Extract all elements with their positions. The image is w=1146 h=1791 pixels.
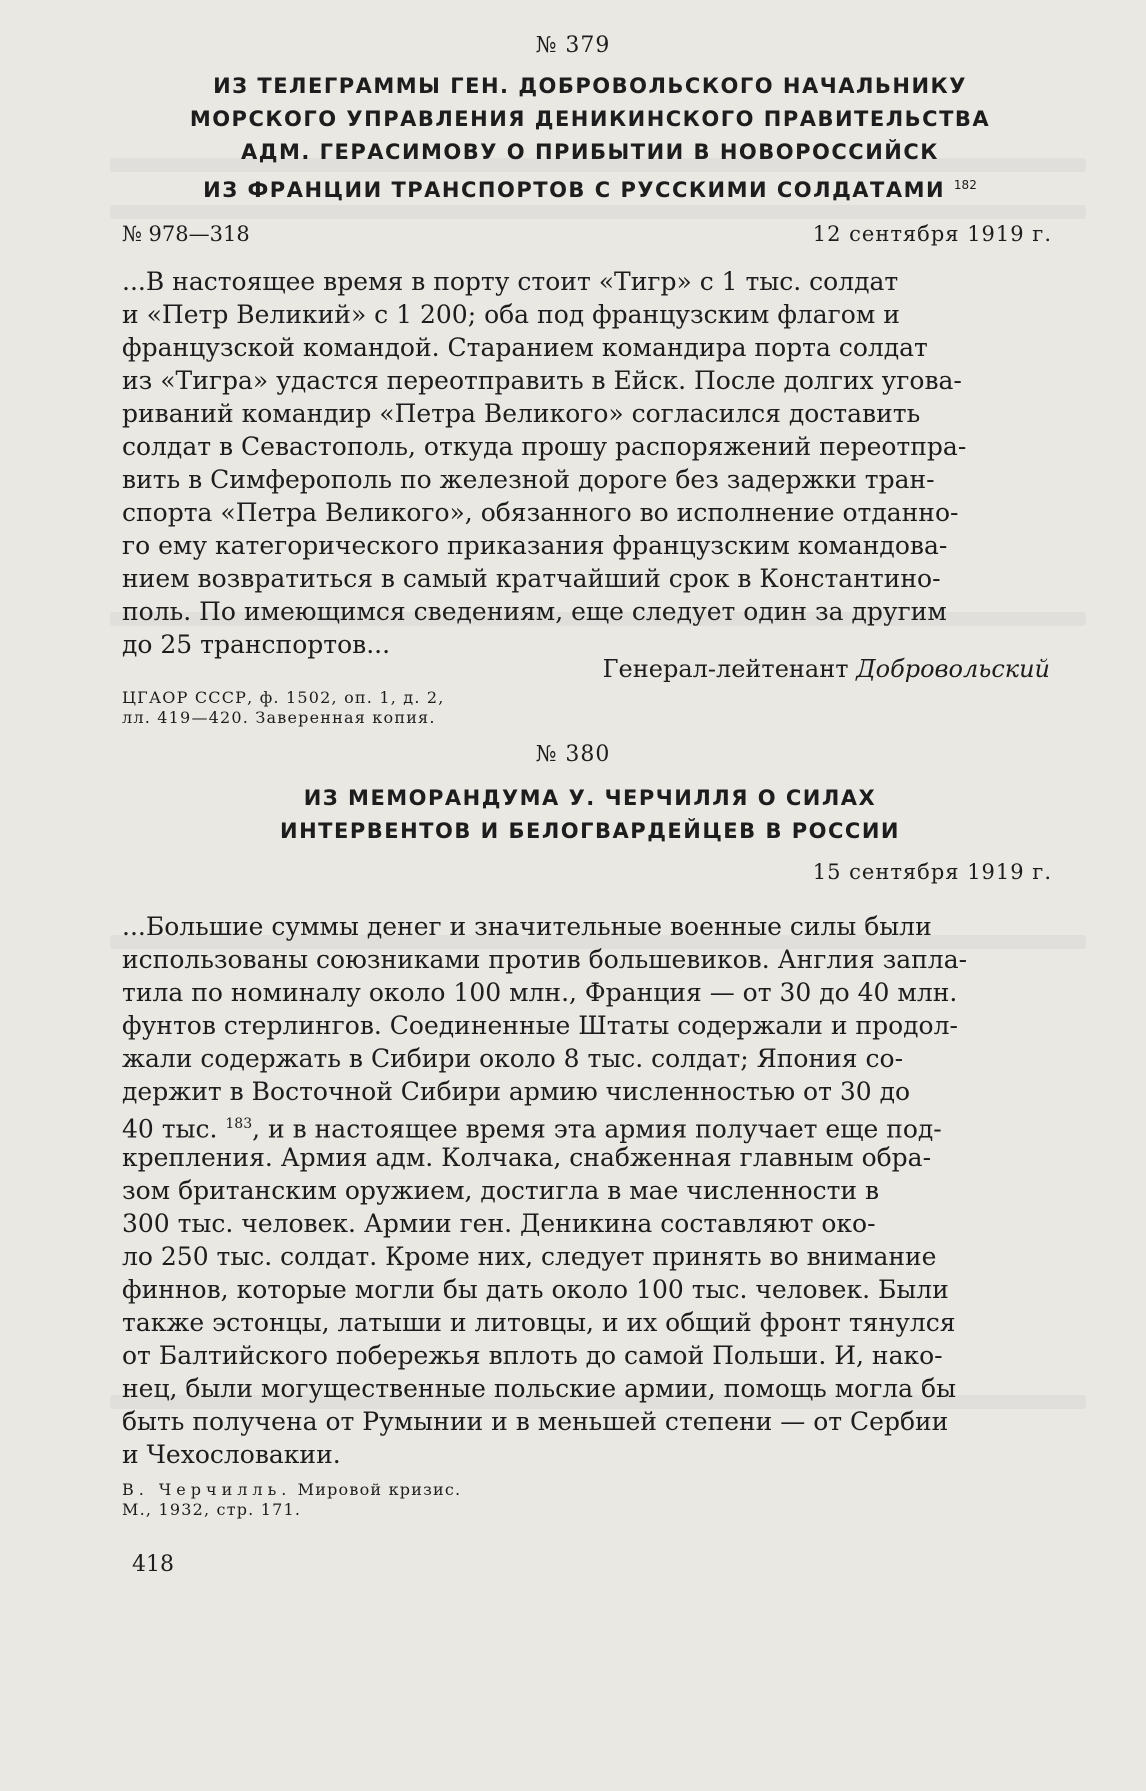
body-line: ...В настоящее время в порту стоит «Тигр» с 1 тыс. солдат (122, 267, 899, 296)
body-line: фунтов стерлингов. Соединенные Штаты содержали и продол- (122, 1011, 958, 1040)
signature (603, 655, 1050, 683)
body-line: нием возвратиться в самый кратчайший срок в Константино- (122, 564, 941, 593)
body-line: держит в Восточной Сибири армию численностью от 30 до (122, 1077, 911, 1106)
body-line: и «Петр Великий» с 1 200; оба под французским флагом и (122, 300, 900, 329)
body-line: от Балтийского побережья вплоть до самой Польши. И, нако- (122, 1341, 943, 1370)
footnote-marker: 182 (953, 178, 977, 192)
body-line: 300 тыс. человек. Армии ген. Деникина составляют око- (122, 1209, 876, 1238)
source-line: лл. 419—420. Заверенная копия. (122, 708, 436, 727)
body-line: риваний командир «Петра Великого» согласился доставить (122, 399, 921, 428)
heading-line: ИЗ МЕМОРАНДУМА У. ЧЕРЧИЛЛЯ О СИЛАХ (303, 786, 877, 810)
body-line: поль. По имеющимся сведениям, еще следует один за другим (122, 597, 947, 626)
body-line: финнов, которые могли бы дать около 100 тыс. человек. Были (122, 1275, 949, 1304)
footnote-marker: 183 (225, 1116, 253, 1132)
source-title: Мировой кризис. (291, 1480, 462, 1499)
body-line: из «Тигра» удастся переотправить в Ейск. После долгих угова- (122, 366, 962, 395)
signature-title: Генерал-лейтенант (602, 655, 849, 683)
body-line: ло 250 тыс. солдат. Кроме них, следует принять во внимание (122, 1242, 937, 1271)
body-line: также эстонцы, латыши и литовцы, и их общий фронт тянулся (122, 1308, 956, 1337)
body-line: и Чехословакии. (122, 1440, 341, 1469)
archive-source (122, 688, 445, 728)
source-line: ЦГАОР СССР, ф. 1502, оп. 1, д. 2, (122, 688, 445, 707)
bleed-through-shadow (110, 205, 1086, 219)
document-date: 15 сентября 1919 г. (812, 860, 1052, 884)
body-line: жали содержать в Сибири около 8 тыс. солдат; Япония со- (122, 1044, 904, 1073)
telegram-number: № 978—318 (122, 222, 250, 246)
body-line: солдат в Севастополь, откуда прошу распоряжений переотпра- (122, 432, 967, 461)
body-line-text: , и в настоящее время эта армия получает еще под- (252, 1114, 942, 1144)
body-line: крепления. Армия адм. Колчака, снабженная главным обра- (122, 1143, 932, 1172)
body-line-text: 40 тыс. (122, 1114, 218, 1144)
document-number: № 380 (535, 742, 611, 767)
source-line: М., 1932, стр. 171. (122, 1500, 302, 1519)
body-line: вить в Симферополь по железной дороге без задержки тран- (122, 465, 935, 494)
body-line: быть получена от Румынии и в меньшей степени — от Сербии (122, 1407, 949, 1436)
body-line: французской командой. Старанием командира порта солдат (122, 333, 928, 362)
heading-line (140, 169, 1040, 207)
source-author: В. Черчилль. (122, 1480, 292, 1499)
heading-line: АДМ. ГЕРАСИМОВУ О ПРИБЫТИИ В НОВОРОССИЙСК (241, 140, 939, 164)
body-line: нец, были могущественные польские армии, помощь могла бы (122, 1374, 956, 1403)
body-line: спорта «Петра Великого», обязанного во исполнение отданно- (122, 498, 959, 527)
document-heading (140, 782, 1040, 848)
heading-line-text: ИЗ ФРАНЦИИ ТРАНСПОРТОВ С РУССКИМИ СОЛДАТАМИ (203, 178, 946, 202)
body-line: ...Большие суммы денег и значительные военные силы были (122, 912, 932, 941)
body-line: использованы союзниками против большевиков. Англия запла- (122, 945, 968, 974)
body-line: тила по номиналу около 100 млн., Франция — от 30 до 40 млн. (122, 978, 958, 1007)
book-source (122, 1480, 461, 1520)
body-line: го ему категорического приказания французским командова- (122, 531, 948, 560)
source-line (122, 1480, 461, 1500)
heading-line: ИНТЕРВЕНТОВ И БЕЛОГВАРДЕЙЦЕВ В РОССИИ (280, 819, 900, 843)
page-number: 418 (132, 1552, 174, 1577)
heading-line: ИЗ ТЕЛЕГРАММЫ ГЕН. ДОБРОВОЛЬСКОГО НАЧАЛЬНИКУ (213, 74, 967, 98)
document-number: № 379 (535, 33, 611, 58)
body-line (122, 1108, 1055, 1145)
document-heading (140, 70, 1040, 207)
signature-name: Добровольский (856, 655, 1050, 683)
document-date: 12 сентября 1919 г. (812, 222, 1052, 246)
body-line: до 25 транспортов... (122, 630, 391, 659)
body-line: зом британским оружием, достигла в мае численности в (122, 1176, 880, 1205)
heading-line: МОРСКОГО УПРАВЛЕНИЯ ДЕНИКИНСКОГО ПРАВИТЕЛЬСТВА (189, 107, 991, 131)
